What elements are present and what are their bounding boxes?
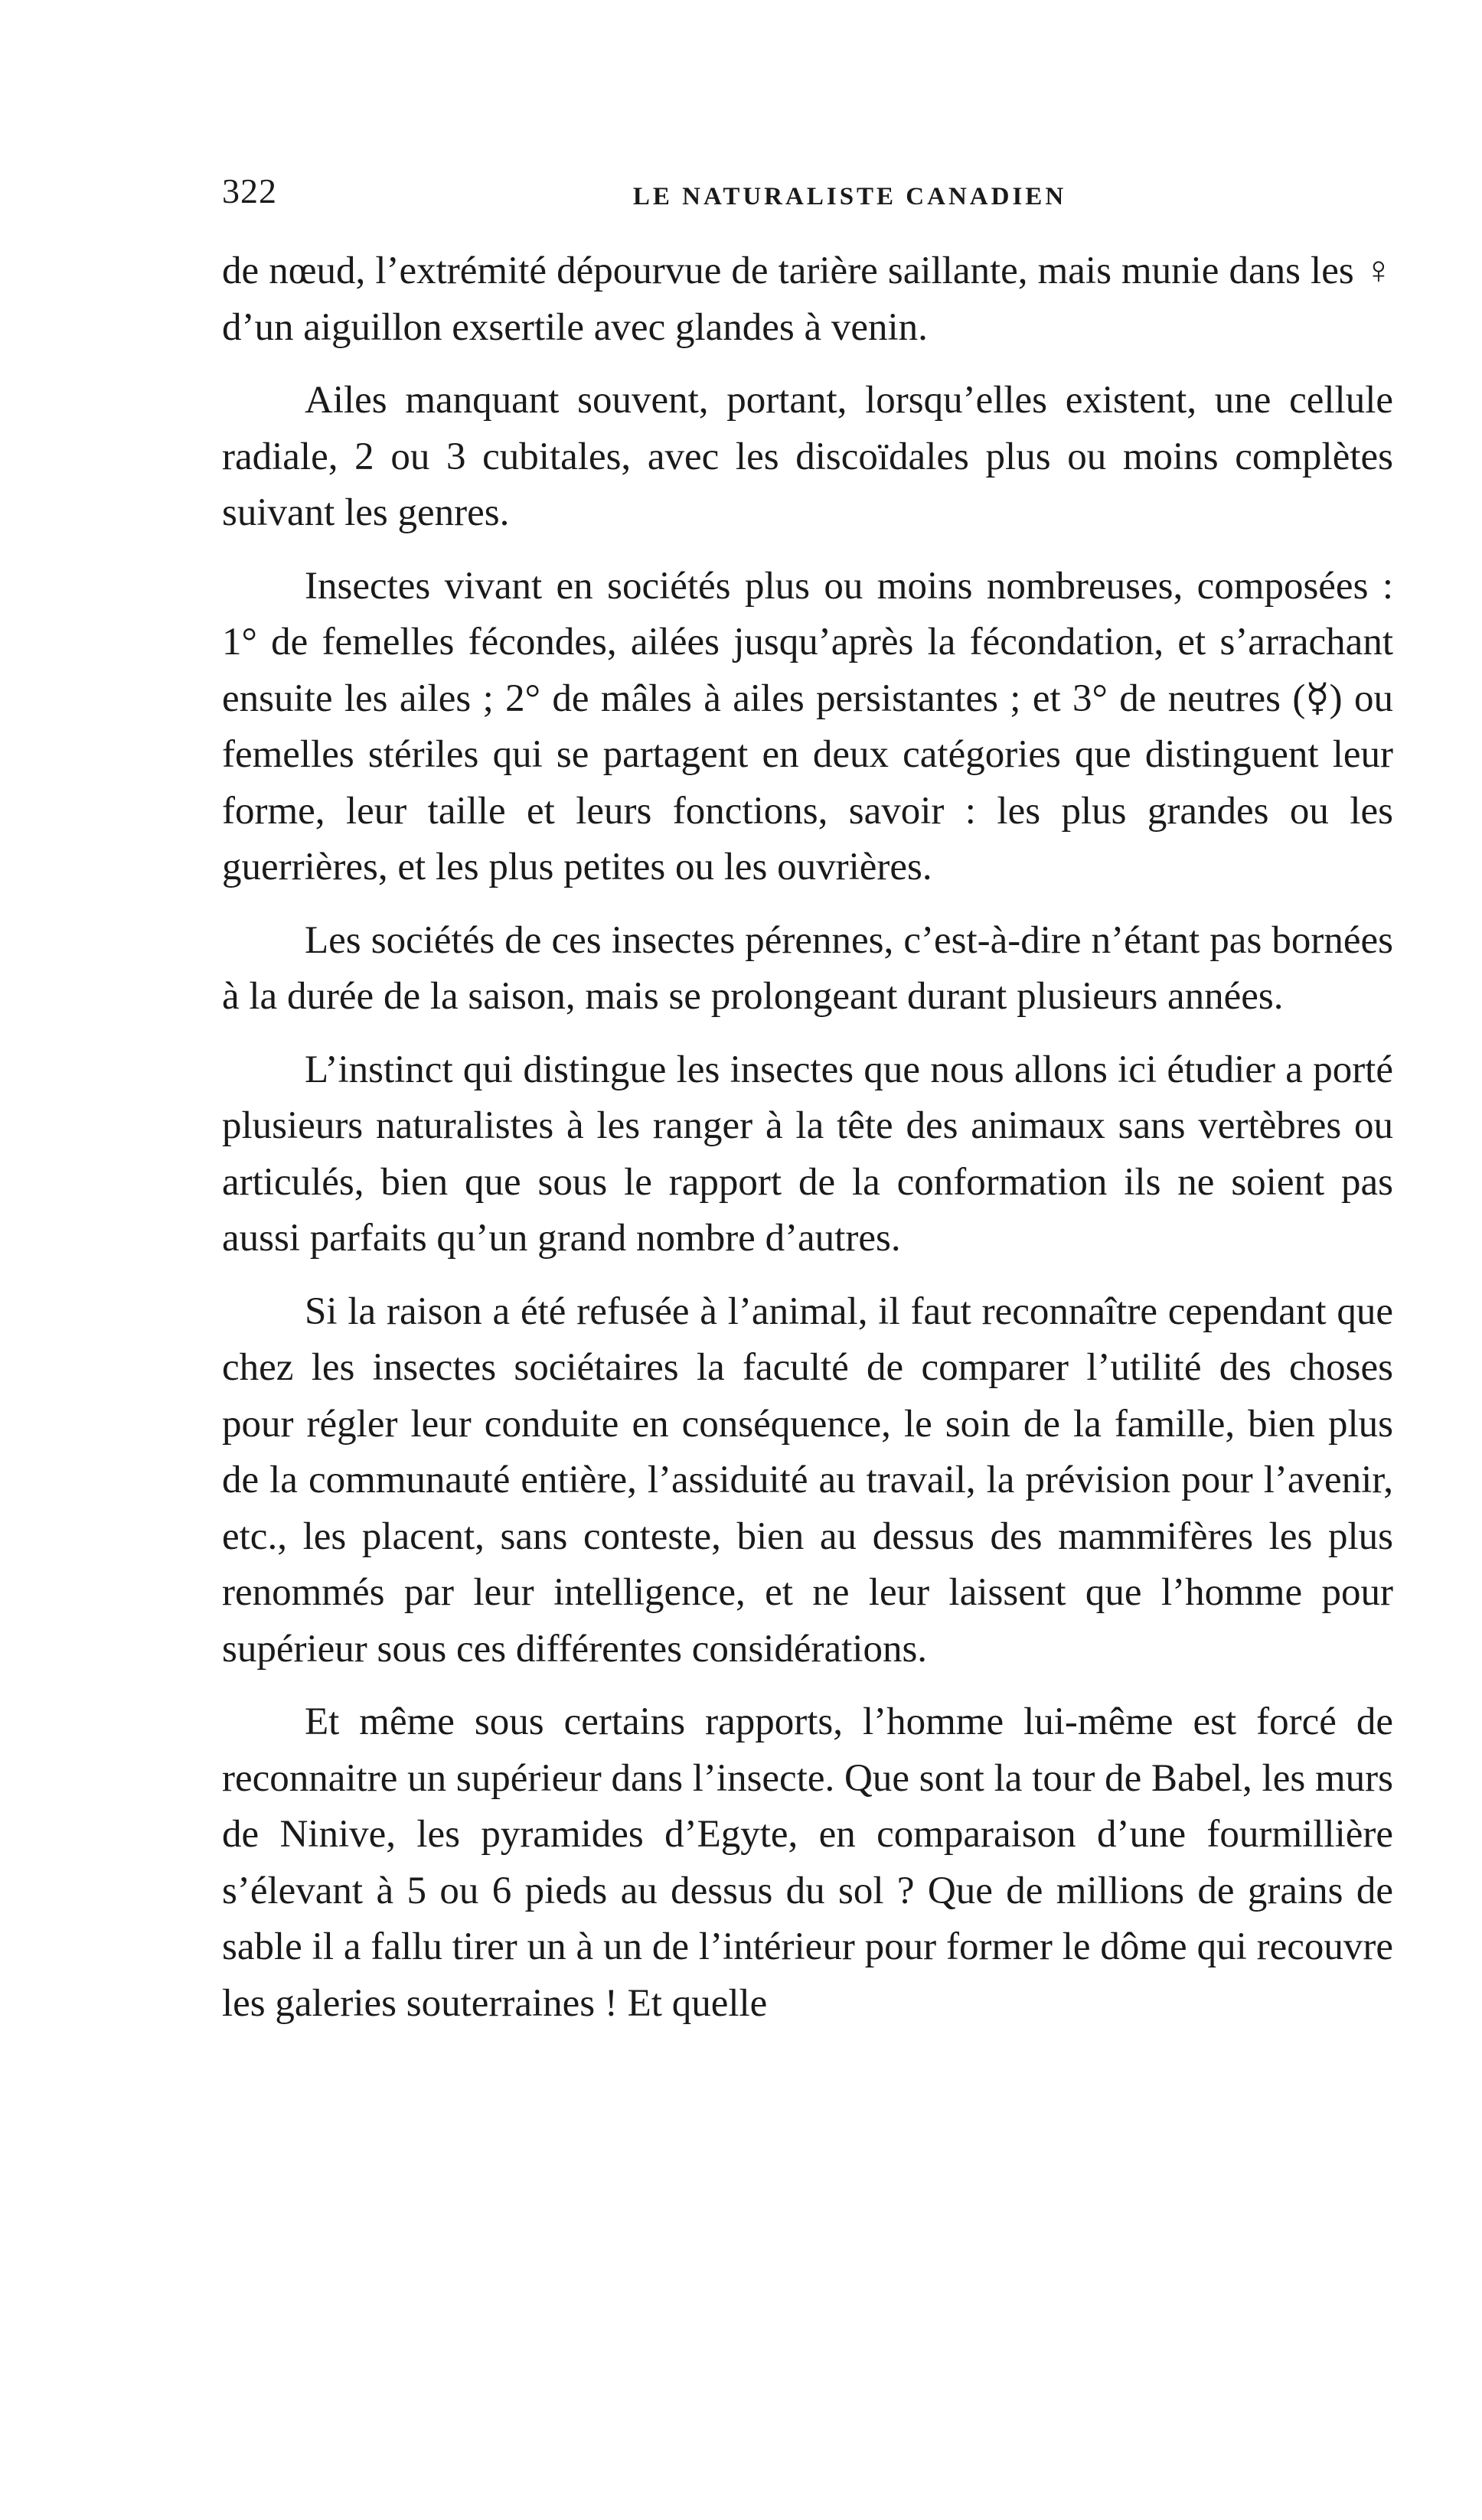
running-head <box>222 170 1393 223</box>
journal-title: LE NATURALISTE CANADIEN <box>632 183 1067 210</box>
paragraph-instinct: L’instinct qui distingue les insectes que nous allons ici étudier a porté plusieurs naturalistes à les ranger à la tête des animaux sans vertèbres ou articulés, bien que sous le rapport de la conformation ils ne soient pas aussi parfaits qu’un grand nombre d’autres. <box>222 1048 1393 1260</box>
page-number: 322 <box>222 171 277 210</box>
paragraph-comparison: Et même sous certains rapports, l’homme lui-même est forcé de reconnaitre un supérieur dans l’insecte. Que sont la tour de Babel, les murs de Ninive, les pyramides d’Egyte, en comparaison d’une fourmillière s’élevant à 5 ou 6 pieds au dessus du sol ? Que de millions de grains de sable il a fallu tirer un à un de l’intérieur pour former le dôme qui recouvre les galeries souterraines ! Et quelle <box>222 1700 1393 2025</box>
book-page <box>222 0 1393 2520</box>
paragraph-reason: Si la raison a été refusée à l’animal, il faut reconnaître cependant que chez les insectes sociétaires la faculté de comparer l’utilité des choses pour régler leur conduite en conséquence, le soin de la famille, bien plus de la communauté entière, l’assiduité au travail, la prévision pour l’avenir, etc., les placent, sans conteste, bien au dessus des mammifères les plus renommés par leur intelligence, et ne leur laissent que l’homme pour supérieur sous ces différentes considérations. <box>222 1289 1393 1671</box>
paragraph-continuation: de nœud, l’extrémité dépourvue de tarière saillante, mais munie dans les ♀ d’un aiguillon exsertile avec glandes à venin. <box>222 249 1393 349</box>
paragraph-wings: Ailes manquant souvent, portant, lorsqu’elles existent, une cellule radiale, 2 ou 3 cubitales, avec les discoïdales plus ou moins complètes suivant les genres. <box>222 379 1393 534</box>
body-text <box>222 243 1393 2049</box>
paragraph-societies: Insectes vivant en sociétés plus ou moins nombreuses, composées : 1° de femelles fécondes, ailées jusqu’après la fécondation, et s’arrachant ensuite les ailes ; 2° de mâles à ailes persistantes ; et 3° de neutres (☿) ou femelles stériles qui se partagent en deux catégories que distinguent leur forme, leur taille et leurs fonctions, savoir : les plus grandes ou les guerrières, et les plus petites ou les ouvrières. <box>222 564 1393 888</box>
paragraph-perennial: Les sociétés de ces insectes pérennes, c’est-à-dire n’étant pas bornées à la durée de la saison, mais se prolongeant durant plusieurs années. <box>222 918 1393 1018</box>
